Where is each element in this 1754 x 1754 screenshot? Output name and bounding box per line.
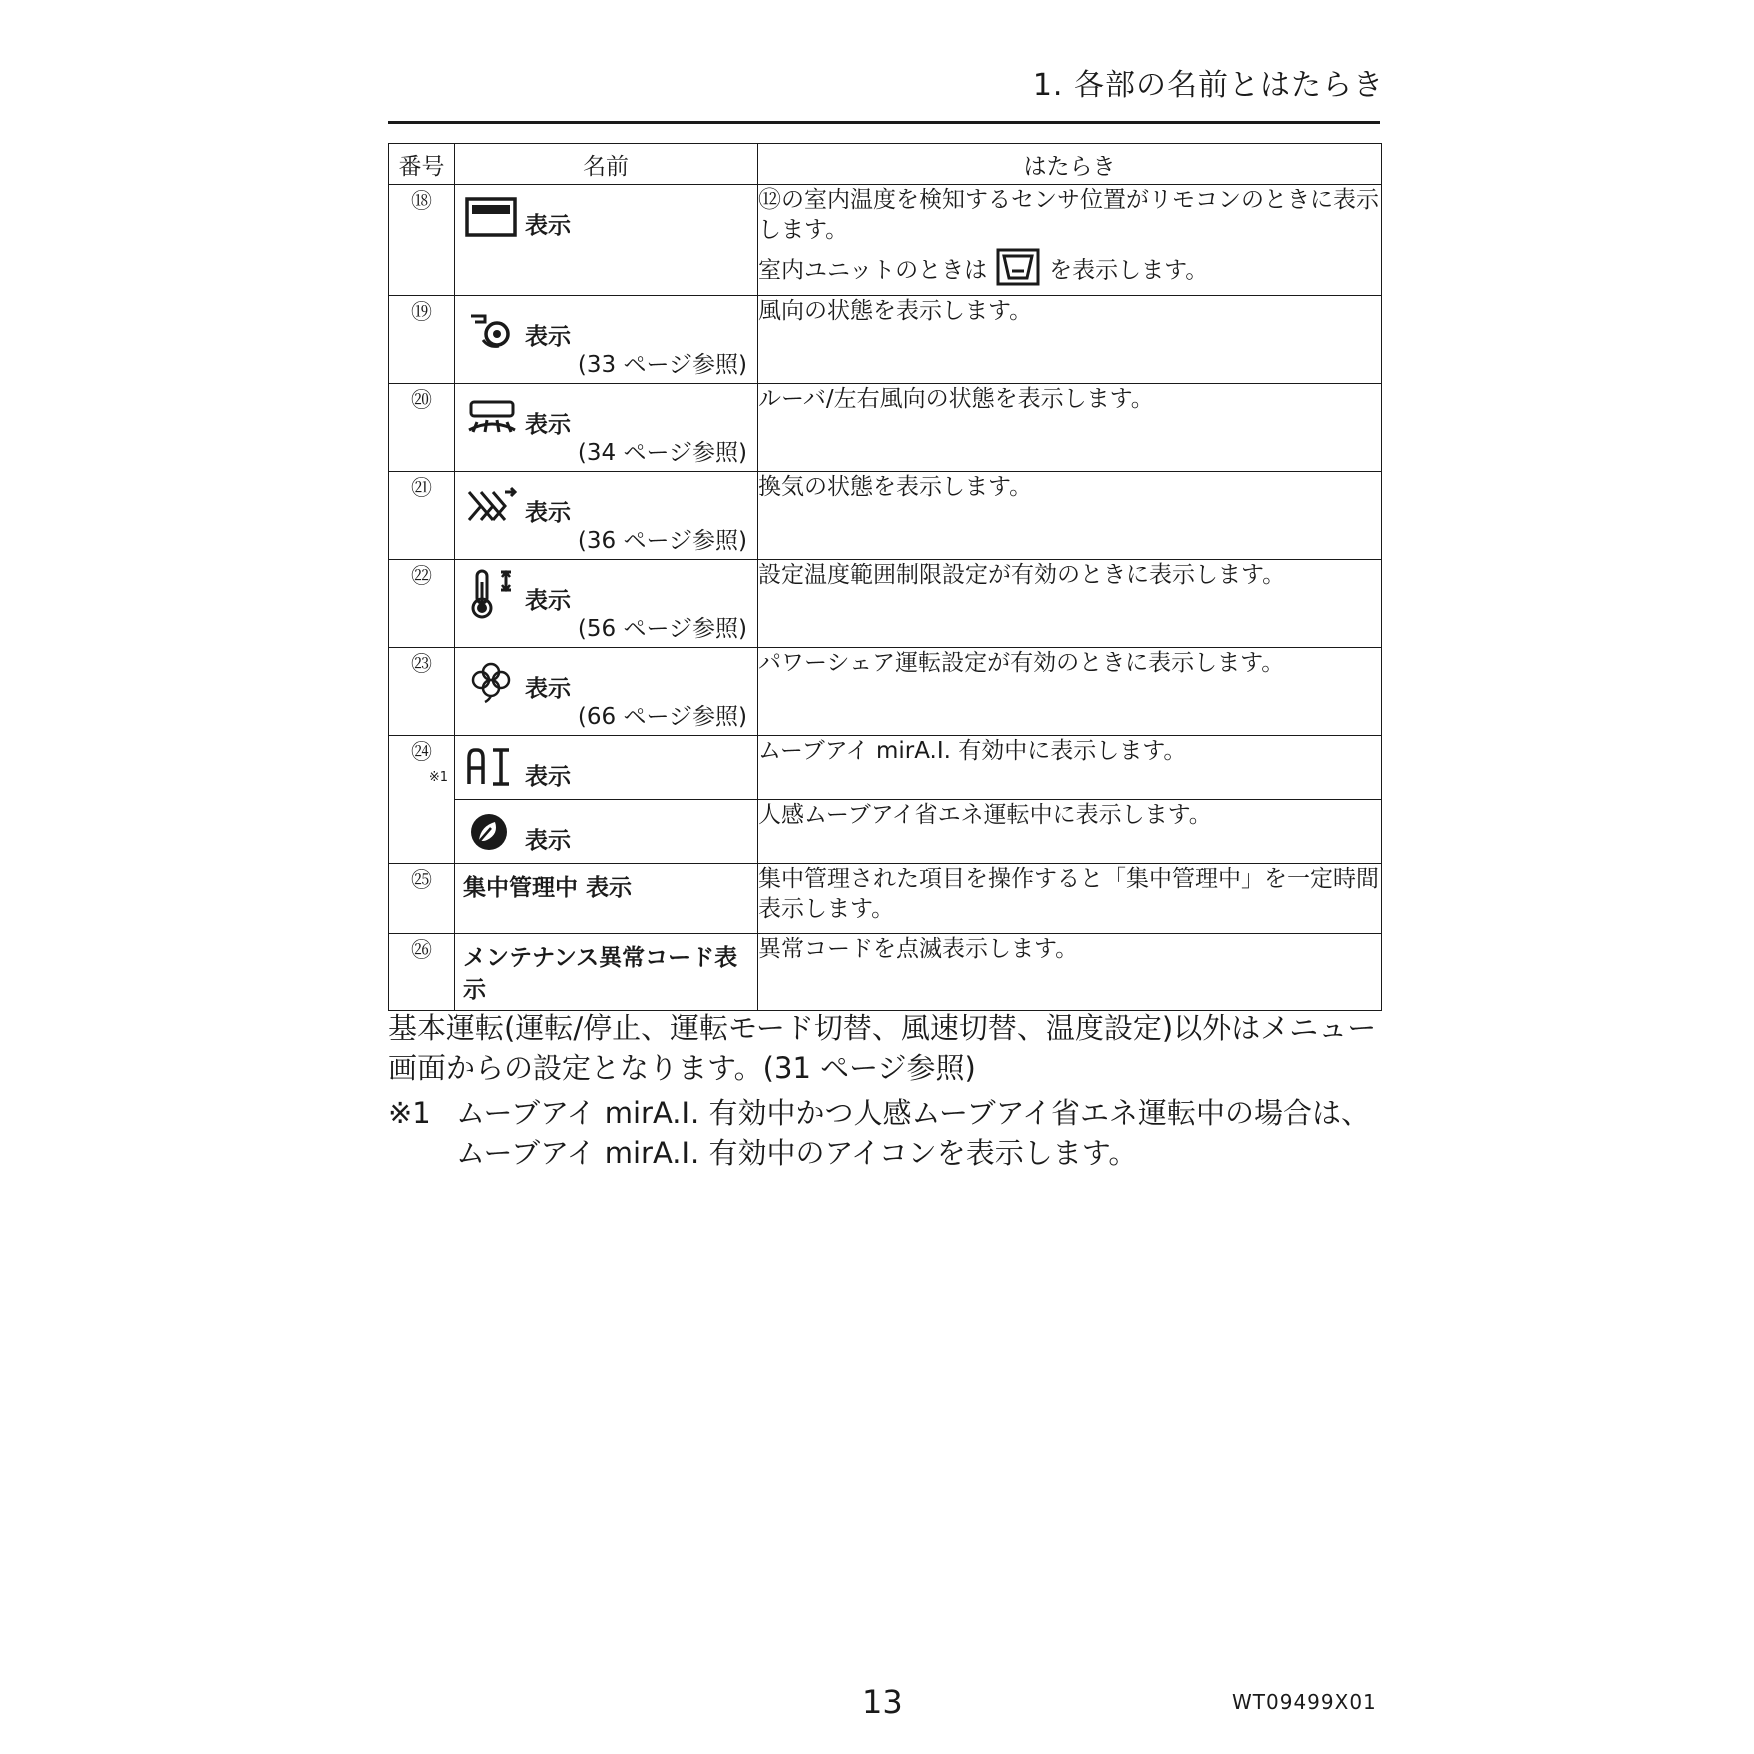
row-function-text: ルーバ/左右風向の状態を表示します。 [758, 384, 1382, 472]
column-header-function: はたらき [758, 144, 1382, 185]
row-function-text-b: を表示します。 [1049, 257, 1209, 284]
row-name-cell [455, 296, 758, 384]
row-number: ㉓ [389, 648, 455, 736]
row-function-text: 異常コードを点滅表示します。 [758, 934, 1382, 1011]
row-name-cell [455, 864, 758, 934]
row-function-cell [758, 185, 1382, 296]
row-name-label: 集中管理中 表示 [463, 875, 633, 901]
column-header-name: 名前 [455, 144, 758, 185]
clover-icon [465, 660, 517, 710]
row-function-text: パワーシェア運転設定が有効のときに表示します。 [758, 648, 1382, 736]
page-reference: (33 ページ参照) [577, 352, 747, 378]
row-function-text: 風向の状態を表示します。 [758, 296, 1382, 384]
row-name-label: 表示 [525, 500, 571, 526]
row-name-label: メンテナンス異常コード表示 [463, 945, 738, 1003]
header-divider [388, 121, 1380, 124]
row-name-cell [455, 934, 758, 1011]
table-row [389, 185, 1382, 296]
table-row [389, 934, 1382, 1011]
thermometer-limit-icon [465, 568, 519, 626]
footnote [388, 1093, 1380, 1177]
louver-icon [465, 398, 519, 444]
row-name-label: 表示 [525, 828, 571, 854]
ai-icon [465, 744, 517, 794]
document-code: WT09499X01 [1232, 1690, 1377, 1714]
note-paragraph: 基本運転(運転/停止、運転モード切替、風速切替、温度設定)以外はメニュー画面からの設定となります。(31 ページ参照) [388, 1011, 1377, 1085]
page-header-title: 1. 各部の名前とはたらき [1032, 68, 1384, 103]
row-function-text: 換気の状態を表示します。 [758, 472, 1382, 560]
row-name-label: 表示 [525, 213, 571, 239]
footnote-ref: ※1 [428, 770, 448, 785]
eco-leaf-icon [465, 812, 517, 858]
table-header-row [389, 144, 1382, 185]
table-row [389, 384, 1382, 472]
row-number: ⑱ [389, 185, 455, 296]
table-row [389, 736, 1382, 800]
table-row [389, 648, 1382, 736]
row-name-cell [455, 648, 758, 736]
column-header-number: 番号 [389, 144, 455, 185]
table-row [389, 864, 1382, 934]
row-number: ㉕ [389, 864, 455, 934]
row-name-label: 表示 [525, 412, 571, 438]
page-reference: (34 ページ参照) [577, 440, 747, 466]
row-name-label: 表示 [525, 764, 571, 790]
row-number: ㉖ [389, 934, 455, 1011]
page-reference: (56 ページ参照) [577, 616, 747, 642]
page-reference: (66 ページ参照) [577, 704, 747, 730]
row-name-cell [455, 560, 758, 648]
row-function-text: ⑫の室内温度を検知するセンサ位置がリモコンのときに表示します。 [758, 187, 1379, 243]
row-name-label: 表示 [525, 588, 571, 614]
row-function-text: 設定温度範囲制限設定が有効のときに表示します。 [758, 560, 1382, 648]
table-row [389, 560, 1382, 648]
row-name-label: 表示 [525, 676, 571, 702]
table-row [389, 296, 1382, 384]
footnote-text: ムーブアイ mirA.I. 有効中かつ人感ムーブアイ省エネ運転中の場合は、ムーブアイ mirA.I. 有効中のアイコンを表示します。 [456, 1096, 1370, 1170]
page-reference: (36 ページ参照) [577, 528, 747, 554]
page-number: 13 [862, 1683, 903, 1721]
indoor-unit-sensor-icon [995, 247, 1041, 295]
parts-table [388, 143, 1382, 1011]
row-number: ⑲ [389, 296, 455, 384]
row-number-cell [389, 736, 455, 864]
ventilation-icon [465, 486, 519, 532]
row-name-cell [455, 800, 758, 864]
footnote-mark: ※1 [388, 1096, 431, 1130]
row-function-line2 [758, 247, 1381, 295]
table-row [389, 800, 1382, 864]
row-name-cell [455, 736, 758, 800]
row-function-text: ムーブアイ mirA.I. 有効中に表示します。 [758, 736, 1382, 800]
row-function-text: 人感ムーブアイ省エネ運転中に表示します。 [758, 800, 1382, 864]
table-row [389, 472, 1382, 560]
row-number: ㉒ [389, 560, 455, 648]
wind-direction-icon [465, 310, 517, 356]
row-number: ㉔ [411, 740, 432, 764]
row-function-text: 集中管理された項目を操作すると「集中管理中」を一定時間表示します。 [758, 864, 1382, 934]
row-number: ㉑ [389, 472, 455, 560]
row-function-text-a: 室内ユニットのときは [758, 257, 988, 284]
remote-sensor-icon [465, 197, 517, 243]
row-number: ⑳ [389, 384, 455, 472]
row-name-label: 表示 [525, 324, 571, 350]
row-name-cell [455, 384, 758, 472]
row-name-cell [455, 472, 758, 560]
row-name-cell [455, 185, 758, 296]
